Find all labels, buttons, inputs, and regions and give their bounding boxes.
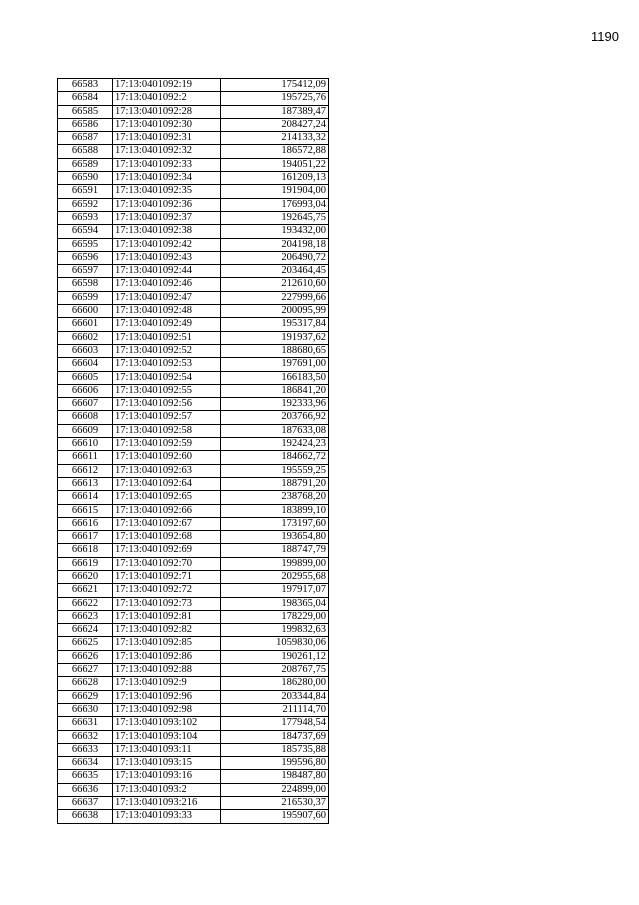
table-row [58,238,329,251]
row-number-cell: 66635 [58,770,113,783]
row-number-cell: 66596 [58,251,113,264]
table-row [58,624,329,637]
table-row [58,198,329,211]
row-number-cell: 66594 [58,225,113,238]
page-number: 1190 [591,29,619,44]
cadastral-value-cell: 203344,84 [221,690,329,703]
cadastral-number-cell: 17:13:0401092:96 [113,690,221,703]
row-number-cell: 66628 [58,677,113,690]
cadastral-number-cell: 17:13:0401092:2 [113,92,221,105]
cadastral-number-cell: 17:13:0401093:16 [113,770,221,783]
cadastral-number-cell: 17:13:0401093:15 [113,757,221,770]
cadastral-value-cell: 200095,99 [221,305,329,318]
table-row [58,331,329,344]
row-number-cell: 66584 [58,92,113,105]
cadastral-number-cell: 17:13:0401092:69 [113,544,221,557]
cadastral-value-cell: 193432,00 [221,225,329,238]
row-number-cell: 66599 [58,291,113,304]
row-number-cell: 66592 [58,198,113,211]
table-row [58,690,329,703]
cadastral-number-cell: 17:13:0401092:63 [113,464,221,477]
cadastral-value-cell: 191904,00 [221,185,329,198]
cadastral-value-cell: 166183,50 [221,371,329,384]
cadastral-number-cell: 17:13:0401092:55 [113,384,221,397]
cadastral-number-cell: 17:13:0401092:48 [113,305,221,318]
row-number-cell: 66622 [58,597,113,610]
row-number-cell: 66637 [58,797,113,810]
table-row [58,584,329,597]
cadastral-number-cell: 17:13:0401093:104 [113,730,221,743]
cadastral-number-cell: 17:13:0401092:31 [113,132,221,145]
table-row [58,477,329,490]
cadastral-value-cell: 186841,20 [221,384,329,397]
table-row [58,79,329,92]
row-number-cell: 66624 [58,624,113,637]
table-row [58,491,329,504]
cadastral-number-cell: 17:13:0401092:44 [113,265,221,278]
cadastral-number-cell: 17:13:0401092:46 [113,278,221,291]
table-row [58,703,329,716]
cadastral-value-cell: 206490,72 [221,251,329,264]
cadastral-value-cell: 186280,00 [221,677,329,690]
table-row [58,291,329,304]
row-number-cell: 66626 [58,650,113,663]
cadastral-value-cell: 192424,23 [221,438,329,451]
cadastral-number-cell: 17:13:0401092:58 [113,424,221,437]
cadastral-number-cell: 17:13:0401092:33 [113,158,221,171]
table-row [58,132,329,145]
cadastral-number-cell: 17:13:0401092:71 [113,570,221,583]
cadastral-number-cell: 17:13:0401093:102 [113,717,221,730]
row-number-cell: 66597 [58,265,113,278]
cadastral-number-cell: 17:13:0401092:51 [113,331,221,344]
table-row [58,172,329,185]
row-number-cell: 66607 [58,398,113,411]
row-number-cell: 66604 [58,358,113,371]
cadastral-number-cell: 17:13:0401092:85 [113,637,221,650]
row-number-cell: 66611 [58,451,113,464]
cadastral-value-cell: 178229,00 [221,610,329,623]
table-row [58,438,329,451]
cadastral-value-cell: 227999,66 [221,291,329,304]
cadastral-number-cell: 17:13:0401092:81 [113,610,221,623]
cadastral-value-cell: 192645,75 [221,211,329,224]
table-row [58,783,329,796]
table-row [58,650,329,663]
row-number-cell: 66588 [58,145,113,158]
cadastral-value-cell: 184662,72 [221,451,329,464]
cadastral-value-cell: 191937,62 [221,331,329,344]
cadastral-value-cell: 175412,09 [221,79,329,92]
table-row [58,371,329,384]
cadastral-number-cell: 17:13:0401092:56 [113,398,221,411]
table-row [58,597,329,610]
row-number-cell: 66605 [58,371,113,384]
row-number-cell: 66609 [58,424,113,437]
cadastral-value-cell: 197917,07 [221,584,329,597]
cadastral-value-cell: 194051,22 [221,158,329,171]
cadastral-value-cell: 177948,54 [221,717,329,730]
cadastral-number-cell: 17:13:0401093:216 [113,797,221,810]
row-number-cell: 66587 [58,132,113,145]
table-row [58,504,329,517]
row-number-cell: 66586 [58,118,113,131]
row-number-cell: 66629 [58,690,113,703]
cadastral-value-cell: 199596,80 [221,757,329,770]
row-number-cell: 66631 [58,717,113,730]
cadastral-number-cell: 17:13:0401092:65 [113,491,221,504]
cadastral-number-cell: 17:13:0401092:88 [113,664,221,677]
cadastral-value-cell: 195907,60 [221,810,329,823]
row-number-cell: 66632 [58,730,113,743]
row-number-cell: 66614 [58,491,113,504]
cadastral-value-cell: 192333,96 [221,398,329,411]
table-row [58,610,329,623]
cadastral-value-cell: 238768,20 [221,491,329,504]
cadastral-number-cell: 17:13:0401092:47 [113,291,221,304]
cadastral-value-cell: 211114,70 [221,703,329,716]
table-row [58,118,329,131]
cadastral-value-cell: 203464,45 [221,265,329,278]
table-row [58,265,329,278]
cadastral-value-cell: 188791,20 [221,477,329,490]
cadastral-value-cell: 193654,80 [221,531,329,544]
cadastral-value-cell: 1059830,06 [221,637,329,650]
cadastral-value-cell: 186572,88 [221,145,329,158]
cadastral-number-cell: 17:13:0401092:54 [113,371,221,384]
cadastral-number-cell: 17:13:0401092:82 [113,624,221,637]
row-number-cell: 66633 [58,743,113,756]
table-row [58,637,329,650]
table-row [58,810,329,823]
cadastral-number-cell: 17:13:0401092:9 [113,677,221,690]
row-number-cell: 66603 [58,344,113,357]
cadastral-value-cell: 199832,63 [221,624,329,637]
table-row [58,305,329,318]
row-number-cell: 66589 [58,158,113,171]
cadastral-number-cell: 17:13:0401093:2 [113,783,221,796]
row-number-cell: 66617 [58,531,113,544]
table-row [58,464,329,477]
cadastral-value-cell: 199899,00 [221,557,329,570]
cadastral-number-cell: 17:13:0401092:36 [113,198,221,211]
cadastral-number-cell: 17:13:0401092:42 [113,238,221,251]
row-number-cell: 66595 [58,238,113,251]
table-row [58,531,329,544]
table-row [58,717,329,730]
cadastral-value-cell: 195559,25 [221,464,329,477]
cadastral-value-cell: 187389,47 [221,105,329,118]
row-number-cell: 66619 [58,557,113,570]
table-body [58,79,329,824]
cadastral-value-cell: 204198,18 [221,238,329,251]
table-row [58,544,329,557]
cadastral-number-cell: 17:13:0401092:30 [113,118,221,131]
cadastral-value-cell: 203766,92 [221,411,329,424]
row-number-cell: 66608 [58,411,113,424]
cadastral-value-cell: 198487,80 [221,770,329,783]
row-number-cell: 66583 [58,79,113,92]
table-row [58,797,329,810]
cadastral-number-cell: 17:13:0401092:52 [113,344,221,357]
cadastral-number-cell: 17:13:0401093:33 [113,810,221,823]
cadastral-value-table [57,78,329,824]
table-row [58,743,329,756]
row-number-cell: 66598 [58,278,113,291]
row-number-cell: 66618 [58,544,113,557]
cadastral-number-cell: 17:13:0401092:98 [113,703,221,716]
row-number-cell: 66621 [58,584,113,597]
cadastral-value-cell: 208427,24 [221,118,329,131]
table-row [58,411,329,424]
cadastral-value-cell: 216530,37 [221,797,329,810]
row-number-cell: 66638 [58,810,113,823]
row-number-cell: 66616 [58,517,113,530]
cadastral-value-cell: 195725,76 [221,92,329,105]
cadastral-number-cell: 17:13:0401092:37 [113,211,221,224]
cadastral-number-cell: 17:13:0401092:34 [113,172,221,185]
table-row [58,225,329,238]
table-row [58,344,329,357]
row-number-cell: 66623 [58,610,113,623]
cadastral-number-cell: 17:13:0401092:19 [113,79,221,92]
cadastral-value-cell: 176993,04 [221,198,329,211]
cadastral-value-cell: 185735,88 [221,743,329,756]
table-row [58,517,329,530]
row-number-cell: 66590 [58,172,113,185]
cadastral-number-cell: 17:13:0401092:64 [113,477,221,490]
row-number-cell: 66613 [58,477,113,490]
cadastral-value-cell: 195317,84 [221,318,329,331]
cadastral-value-cell: 173197,60 [221,517,329,530]
table-row [58,757,329,770]
cadastral-number-cell: 17:13:0401092:68 [113,531,221,544]
cadastral-number-cell: 17:13:0401092:38 [113,225,221,238]
row-number-cell: 66602 [58,331,113,344]
table-row [58,105,329,118]
table-row [58,730,329,743]
cadastral-number-cell: 17:13:0401092:57 [113,411,221,424]
row-number-cell: 66606 [58,384,113,397]
cadastral-value-cell: 188680,65 [221,344,329,357]
cadastral-value-cell: 202955,68 [221,570,329,583]
cadastral-value-cell: 188747,79 [221,544,329,557]
cadastral-number-cell: 17:13:0401092:43 [113,251,221,264]
cadastral-number-cell: 17:13:0401092:49 [113,318,221,331]
table-row [58,677,329,690]
cadastral-value-cell: 208767,75 [221,664,329,677]
table-row [58,557,329,570]
table-row [58,398,329,411]
row-number-cell: 66625 [58,637,113,650]
cadastral-value-cell: 224899,00 [221,783,329,796]
table-row [58,251,329,264]
table-row [58,358,329,371]
table-row [58,318,329,331]
cadastral-value-cell: 187633,08 [221,424,329,437]
cadastral-number-cell: 17:13:0401092:60 [113,451,221,464]
cadastral-value-cell: 214133,32 [221,132,329,145]
table-row [58,92,329,105]
row-number-cell: 66610 [58,438,113,451]
cadastral-value-cell: 161209,13 [221,172,329,185]
table-row [58,278,329,291]
table-row [58,570,329,583]
table-row [58,664,329,677]
cadastral-number-cell: 17:13:0401092:53 [113,358,221,371]
cadastral-number-cell: 17:13:0401092:28 [113,105,221,118]
row-number-cell: 66634 [58,757,113,770]
row-number-cell: 66600 [58,305,113,318]
cadastral-number-cell: 17:13:0401092:86 [113,650,221,663]
table-row [58,770,329,783]
table-row [58,451,329,464]
row-number-cell: 66612 [58,464,113,477]
row-number-cell: 66593 [58,211,113,224]
row-number-cell: 66636 [58,783,113,796]
cadastral-value-cell: 198365,04 [221,597,329,610]
cadastral-value-cell: 184737,69 [221,730,329,743]
table-row [58,158,329,171]
cadastral-number-cell: 17:13:0401092:70 [113,557,221,570]
cadastral-number-cell: 17:13:0401092:35 [113,185,221,198]
row-number-cell: 66585 [58,105,113,118]
cadastral-number-cell: 17:13:0401092:73 [113,597,221,610]
cadastral-number-cell: 17:13:0401092:67 [113,517,221,530]
table-row [58,384,329,397]
table-row [58,185,329,198]
row-number-cell: 66627 [58,664,113,677]
cadastral-value-cell: 190261,12 [221,650,329,663]
cadastral-number-cell: 17:13:0401093:11 [113,743,221,756]
table-row [58,424,329,437]
table-row [58,211,329,224]
cadastral-number-cell: 17:13:0401092:32 [113,145,221,158]
cadastral-value-cell: 212610,60 [221,278,329,291]
row-number-cell: 66601 [58,318,113,331]
cadastral-value-cell: 183899,10 [221,504,329,517]
cadastral-number-cell: 17:13:0401092:59 [113,438,221,451]
row-number-cell: 66620 [58,570,113,583]
row-number-cell: 66630 [58,703,113,716]
row-number-cell: 66591 [58,185,113,198]
cadastral-value-cell: 197691,00 [221,358,329,371]
cadastral-number-cell: 17:13:0401092:66 [113,504,221,517]
cadastral-number-cell: 17:13:0401092:72 [113,584,221,597]
row-number-cell: 66615 [58,504,113,517]
table-row [58,145,329,158]
